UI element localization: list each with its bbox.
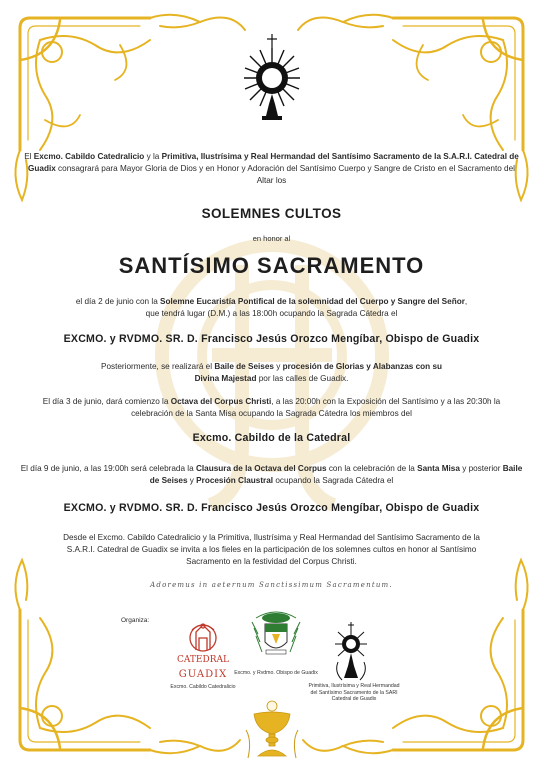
catedral-word2: GUADIX (178, 669, 228, 680)
monstrance-icon (242, 34, 302, 124)
p4-text-i: ocupando la Sagrada Cátedra el (273, 476, 394, 486)
paragraph-june-3 (40, 396, 503, 420)
p2-text-a: Posteriormente, se realizará el (101, 362, 215, 371)
logo-catedral-guadix (168, 620, 238, 680)
p4-text-a: El día 9 de junio, a las 19:00h será celebrada la (20, 464, 196, 473)
p4-text-e: y posterior (459, 464, 503, 473)
catedral-tower-icon (168, 620, 238, 668)
intro-hermandad: Primitiva, Ilustrísima y Real Hermandad del Santísimo Sacramento de la S.A.R.I. Catedral de Guadix (28, 152, 519, 174)
p4-clausura: Clausura de la Octava del Corpus (195, 464, 327, 473)
intro-text-1: El (24, 152, 34, 161)
p1-text-a: el día 2 de junio con la (75, 297, 161, 306)
latin-motto: Adoremus in aeternum Sanctissimum Sacramentum. (150, 581, 393, 589)
p4-baile-seises: Baile de Seises (149, 464, 523, 486)
intro-text-3: consagrará para Mayor Gloria de Dios y en Honor y Adoración del Santísimo Cuerpo y Sangre de Cristo en el Sacramento del Altar los (55, 164, 515, 186)
p3-octava: Octava del Corpus Christi (170, 397, 272, 406)
caption-hermandad: Primitiva, Ilustrísima y Real Hermandad del Santísimo Sacramento de la SARI Catedral de Guadix (308, 683, 400, 703)
caption-obispo: Excmo. y Rvdmo. Obispo de Guadix (234, 670, 318, 676)
bishop-line-2: EXCMO. y RVDMO. SR. D. Francisco Jesús Orozco Mengíbar, Obispo de Guadix (63, 502, 480, 514)
organiza-label: Organiza: (121, 617, 150, 624)
p4-procesion-claustral: Procesión Claustral (196, 476, 274, 486)
obispo-coat-of-arms-icon (248, 608, 304, 666)
intro-cabildo: Excmo. Cabildo Catedralicio (33, 152, 145, 161)
caption-catedral: Excmo. Cabildo Catedralicio (170, 684, 236, 690)
p1-text-d: que tendrá lugar (D.M.) a las 18:00h ocupando la Sagrada Cátedra el (145, 309, 398, 319)
p4-text-g: y (187, 476, 197, 486)
p2-text-e: por las calles de Guadix. (256, 374, 349, 384)
paragraph-june-2 (20, 296, 523, 320)
intro-text-2: y la (144, 152, 162, 161)
hermandad-monstrance-icon (334, 622, 368, 684)
p3-text-a: El día 3 de junio, dará comienzo la (42, 397, 171, 406)
catedral-word1: CATEDRAL (177, 655, 229, 665)
bishop-line-1: EXCMO. y RVDMO. SR. D. Francisco Jesús Orozco Mengíbar, Obispo de Guadix (63, 333, 480, 345)
cabildo-catedral-line: Excmo. Cabildo de la Catedral (192, 432, 351, 444)
heading-solemnes-cultos: SOLEMNES CULTOS (201, 206, 342, 221)
p2-procesion: procesión de Glorias y Alabanzas con su Divina Majestad (194, 362, 442, 384)
subheading-en-honor: en honor al (252, 234, 291, 243)
p1-eucaristia: Solemne Eucaristía Pontifical de la solemnidad del Cuerpo y Sangre del Señor (160, 297, 465, 306)
p3-text-c: , a las 20:00h con la Exposición del Santísimo y a las 20:30h la celebración de la Santa Misa ocupando la Sagrada Cátedra los miembros del (131, 397, 501, 419)
paragraph-june-9 (18, 463, 525, 487)
paragraph-procession (90, 361, 453, 385)
p4-santa-misa: Santa Misa (417, 464, 460, 473)
p2-baile-seises: Baile de Seises (214, 362, 274, 371)
p4-text-c: con la celebración de la (326, 464, 418, 473)
p2-text-c: y (273, 362, 283, 371)
intro-paragraph (20, 151, 523, 188)
chalice-icon (244, 700, 300, 762)
title-santisimo-sacramento: SANTÍSIMO SACRAMENTO (118, 253, 425, 278)
p1-text-c: , (464, 297, 468, 306)
closing-paragraph: Desde el Excmo. Cabildo Catedralicio y la Primitiva, Ilustrísima y Real Hermandad del Santísimo Sacramento de la S.A.R.I. Catedral de Guadix se invita a los fieles en la participación de los solemnes cultos en honor al Santísimo Sacramento en la festividad del Corpus Christi. (63, 533, 480, 567)
